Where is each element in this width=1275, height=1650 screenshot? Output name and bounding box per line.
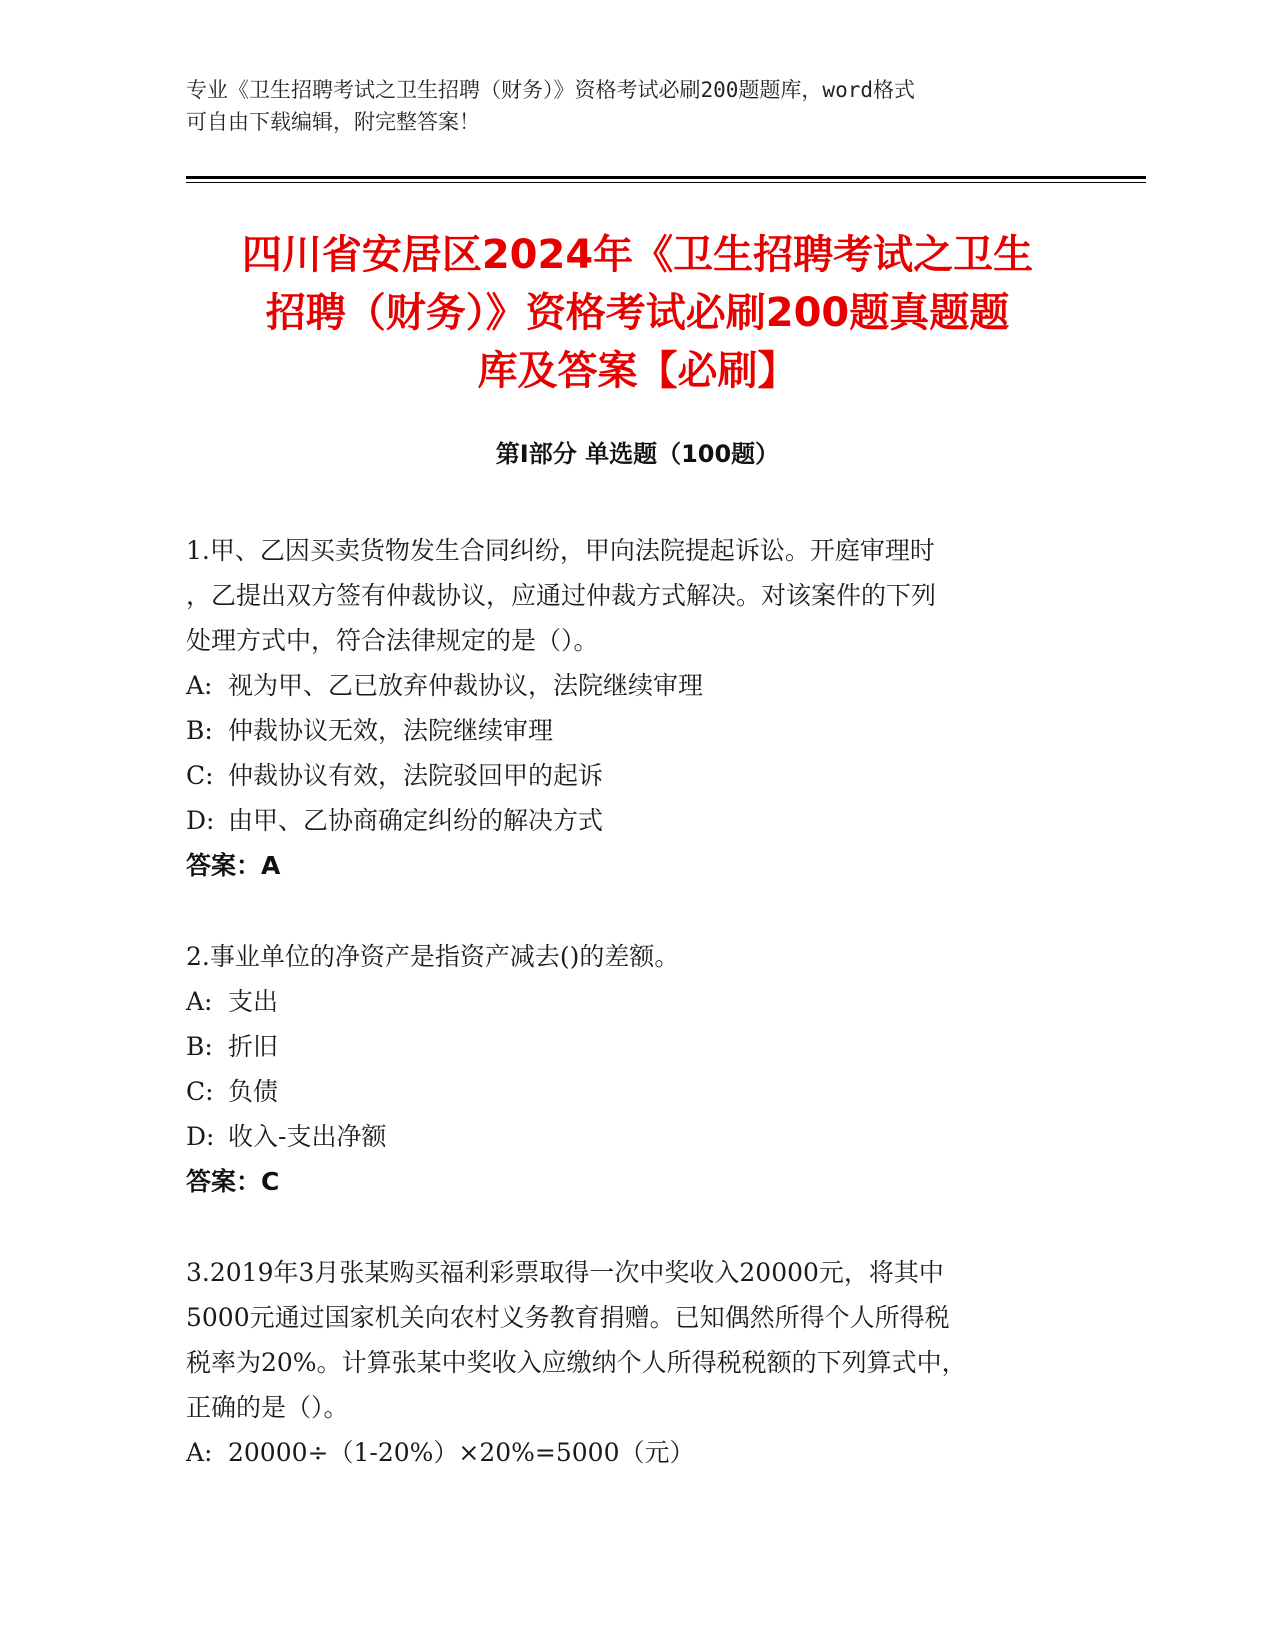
answer-line: 答案：C — [186, 1167, 280, 1196]
question-stem-line: 税率为20%。计算张某中奖收入应缴纳个人所得税税额的下列算式中， — [186, 1348, 967, 1377]
question-2 — [186, 934, 1066, 1204]
header-divider-thick — [186, 176, 1146, 179]
option-key: A: — [186, 987, 213, 1016]
option-key: C: — [186, 1077, 214, 1106]
option-a — [186, 1430, 1066, 1475]
option-key: A: — [186, 1438, 213, 1467]
answer-line: 答案：A — [186, 851, 281, 880]
option-b — [186, 708, 1066, 753]
question-stem-line: 1.甲、乙因买卖货物发生合同纠纷，甲向法院提起诉讼。开庭审理时 — [186, 536, 935, 565]
option-text: 支出 — [228, 987, 279, 1016]
question-stem — [186, 934, 1066, 979]
option-b — [186, 1024, 1066, 1069]
option-key: A: — [186, 671, 213, 700]
option-text: 20000÷（1-20%）×20%=5000（元） — [228, 1438, 695, 1467]
option-key: B: — [186, 1032, 213, 1061]
option-text: 折旧 — [228, 1032, 279, 1061]
question-stem-line: 5000元通过国家机关向农村义务教育捐赠。已知偶然所得个人所得税 — [186, 1303, 950, 1332]
header-note-line-2: 可自由下载编辑，附完整答案！ — [186, 110, 480, 134]
header-note — [186, 74, 1066, 138]
section-heading: 第I部分 单选题（100题） — [495, 440, 780, 468]
question-spacer — [186, 888, 1066, 934]
header-divider-thin — [186, 182, 1146, 183]
option-a — [186, 663, 1066, 708]
question-spacer — [186, 1204, 1066, 1250]
option-c — [186, 753, 1066, 798]
document-title-line-3: 库及答案【必刷】 — [477, 348, 798, 394]
option-key: C: — [186, 761, 214, 790]
question-stem-line: 3.2019年3月张某购买福利彩票取得一次中奖收入20000元，将其中 — [186, 1258, 944, 1287]
question-stem-line: 处理方式中，符合法律规定的是（）。 — [186, 626, 599, 655]
question-stem-line: 2.事业单位的净资产是指资产减去()的差额。 — [186, 942, 680, 971]
option-key: B: — [186, 716, 213, 745]
option-c — [186, 1069, 1066, 1114]
question-stem — [186, 528, 1066, 663]
header-note-line-1: 专业《卫生招聘考试之卫生招聘（财务）》资格考试必刷200题题库，word格式 — [186, 78, 915, 102]
option-text: 收入-支出净额 — [228, 1122, 387, 1151]
question-stem — [186, 1250, 1066, 1430]
option-text: 负债 — [228, 1077, 279, 1106]
option-key: D: — [186, 1122, 215, 1151]
document-title — [150, 226, 1125, 400]
option-text: 仲裁协议有效，法院驳回甲的起诉 — [228, 761, 604, 790]
option-d — [186, 1114, 1066, 1159]
option-d — [186, 798, 1066, 843]
option-key: D: — [186, 806, 215, 835]
document-title-line-2: 招聘（财务）》资格考试必刷200题真题题 — [265, 290, 1010, 336]
document-title-line-1: 四川省安居区2024年《卫生招聘考试之卫生 — [241, 232, 1034, 278]
option-text: 仲裁协议无效，法院继续审理 — [228, 716, 554, 745]
option-text: 视为甲、乙已放弃仲裁协议，法院继续审理 — [228, 671, 704, 700]
question-list — [186, 528, 1066, 1475]
option-text: 由甲、乙协商确定纠纷的解决方式 — [228, 806, 604, 835]
question-stem-line: 正确的是（）。 — [186, 1393, 349, 1422]
question-stem-line: ，乙提出双方签有仲裁协议，应通过仲裁方式解决。对该案件的下列 — [186, 581, 937, 610]
question-1 — [186, 528, 1066, 888]
question-3 — [186, 1250, 1066, 1475]
option-a — [186, 979, 1066, 1024]
